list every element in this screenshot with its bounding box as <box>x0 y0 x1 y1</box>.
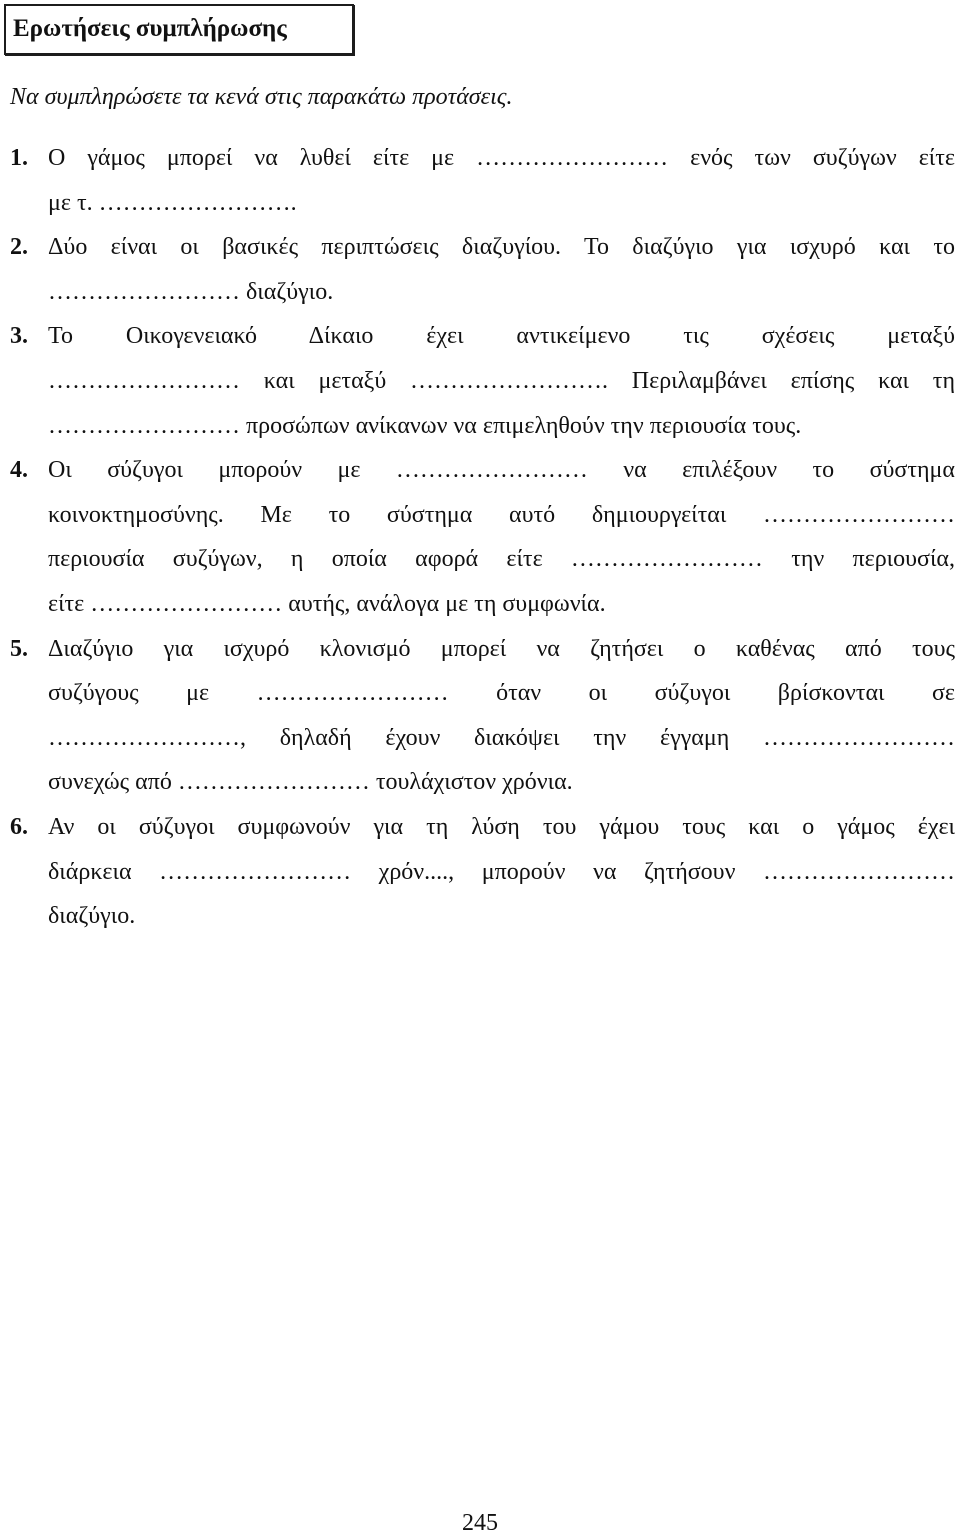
question-number: 4. <box>10 457 28 484</box>
question-line: κοινοκτημοσύνης. Με το σύστημα αυτό δημιουργείται …………………… <box>48 501 955 528</box>
question-number: 3. <box>10 323 28 350</box>
question-line: …………………… προσώπων ανίκανων να επιμεληθούν την περιουσία τους. <box>48 412 802 439</box>
question-2 <box>0 225 960 314</box>
question-number: 1. <box>10 145 28 171</box>
question-5 <box>0 627 960 805</box>
question-list <box>0 136 960 939</box>
question-line: περιουσία συζύγων, η οποία αφορά είτε …………………… την περιουσία, <box>48 546 955 573</box>
question-line: Διαζύγιο για ισχυρό κλονισμό μπορεί να ζητήσει ο καθένας από τους <box>48 635 955 662</box>
question-line: Δύο είναι οι βασικές περιπτώσεις διαζυγίου. Το διαζύγιο για ισχυρό και το <box>48 234 955 261</box>
question-line: με τ. ……………………. <box>48 189 297 216</box>
question-line: Οι σύζυγοι μπορούν με …………………… να επιλέξουν το σύστημα <box>48 457 955 484</box>
title-box <box>4 4 354 55</box>
question-1 <box>0 136 960 225</box>
question-number: 6. <box>10 813 28 840</box>
question-line: Αν οι σύζυγοι συμφωνούν για τη λύση του γάμου τους και ο γάμος έχει <box>48 813 955 840</box>
question-6 <box>0 805 960 939</box>
question-line: …………………… διαζύγιο. <box>48 278 334 305</box>
page-number: 245 <box>462 1510 498 1536</box>
question-line: συζύγους με …………………… όταν οι σύζυγοι βρίσκονται σε <box>48 680 955 707</box>
question-line: διάρκεια …………………… χρόν...., μπορούν να ζητήσουν …………………… <box>48 858 955 885</box>
question-line: ……………………, δηλαδή έχουν διακόψει την έγγαμη …………………… <box>48 724 955 751</box>
question-line: …………………… και μεταξύ ……………………. Περιλαμβάνει επίσης και τη <box>48 367 955 394</box>
question-number: 2. <box>10 234 28 261</box>
question-line: Ο γάμος μπορεί να λυθεί είτε με …………………… ενός των συζύγων είτε <box>48 145 955 171</box>
question-line: είτε …………………… αυτής, ανάλογα με τη συμφωνία. <box>48 590 606 617</box>
section-title: Ερωτήσεις συμπλήρωσης <box>13 15 287 42</box>
question-line: διαζύγιο. <box>48 903 136 930</box>
question-number: 5. <box>10 635 28 662</box>
instruction-text: Να συμπληρώσετε τα κενά στις παρακάτω προτάσεις. <box>10 84 513 110</box>
question-line: Το Οικογενειακό Δίκαιο έχει αντικείμενο τις σχέσεις μεταξύ <box>48 323 955 350</box>
question-line: συνεχώς από …………………… τουλάχιστον χρόνια. <box>48 769 573 796</box>
question-3 <box>0 314 960 448</box>
question-4 <box>0 448 960 626</box>
